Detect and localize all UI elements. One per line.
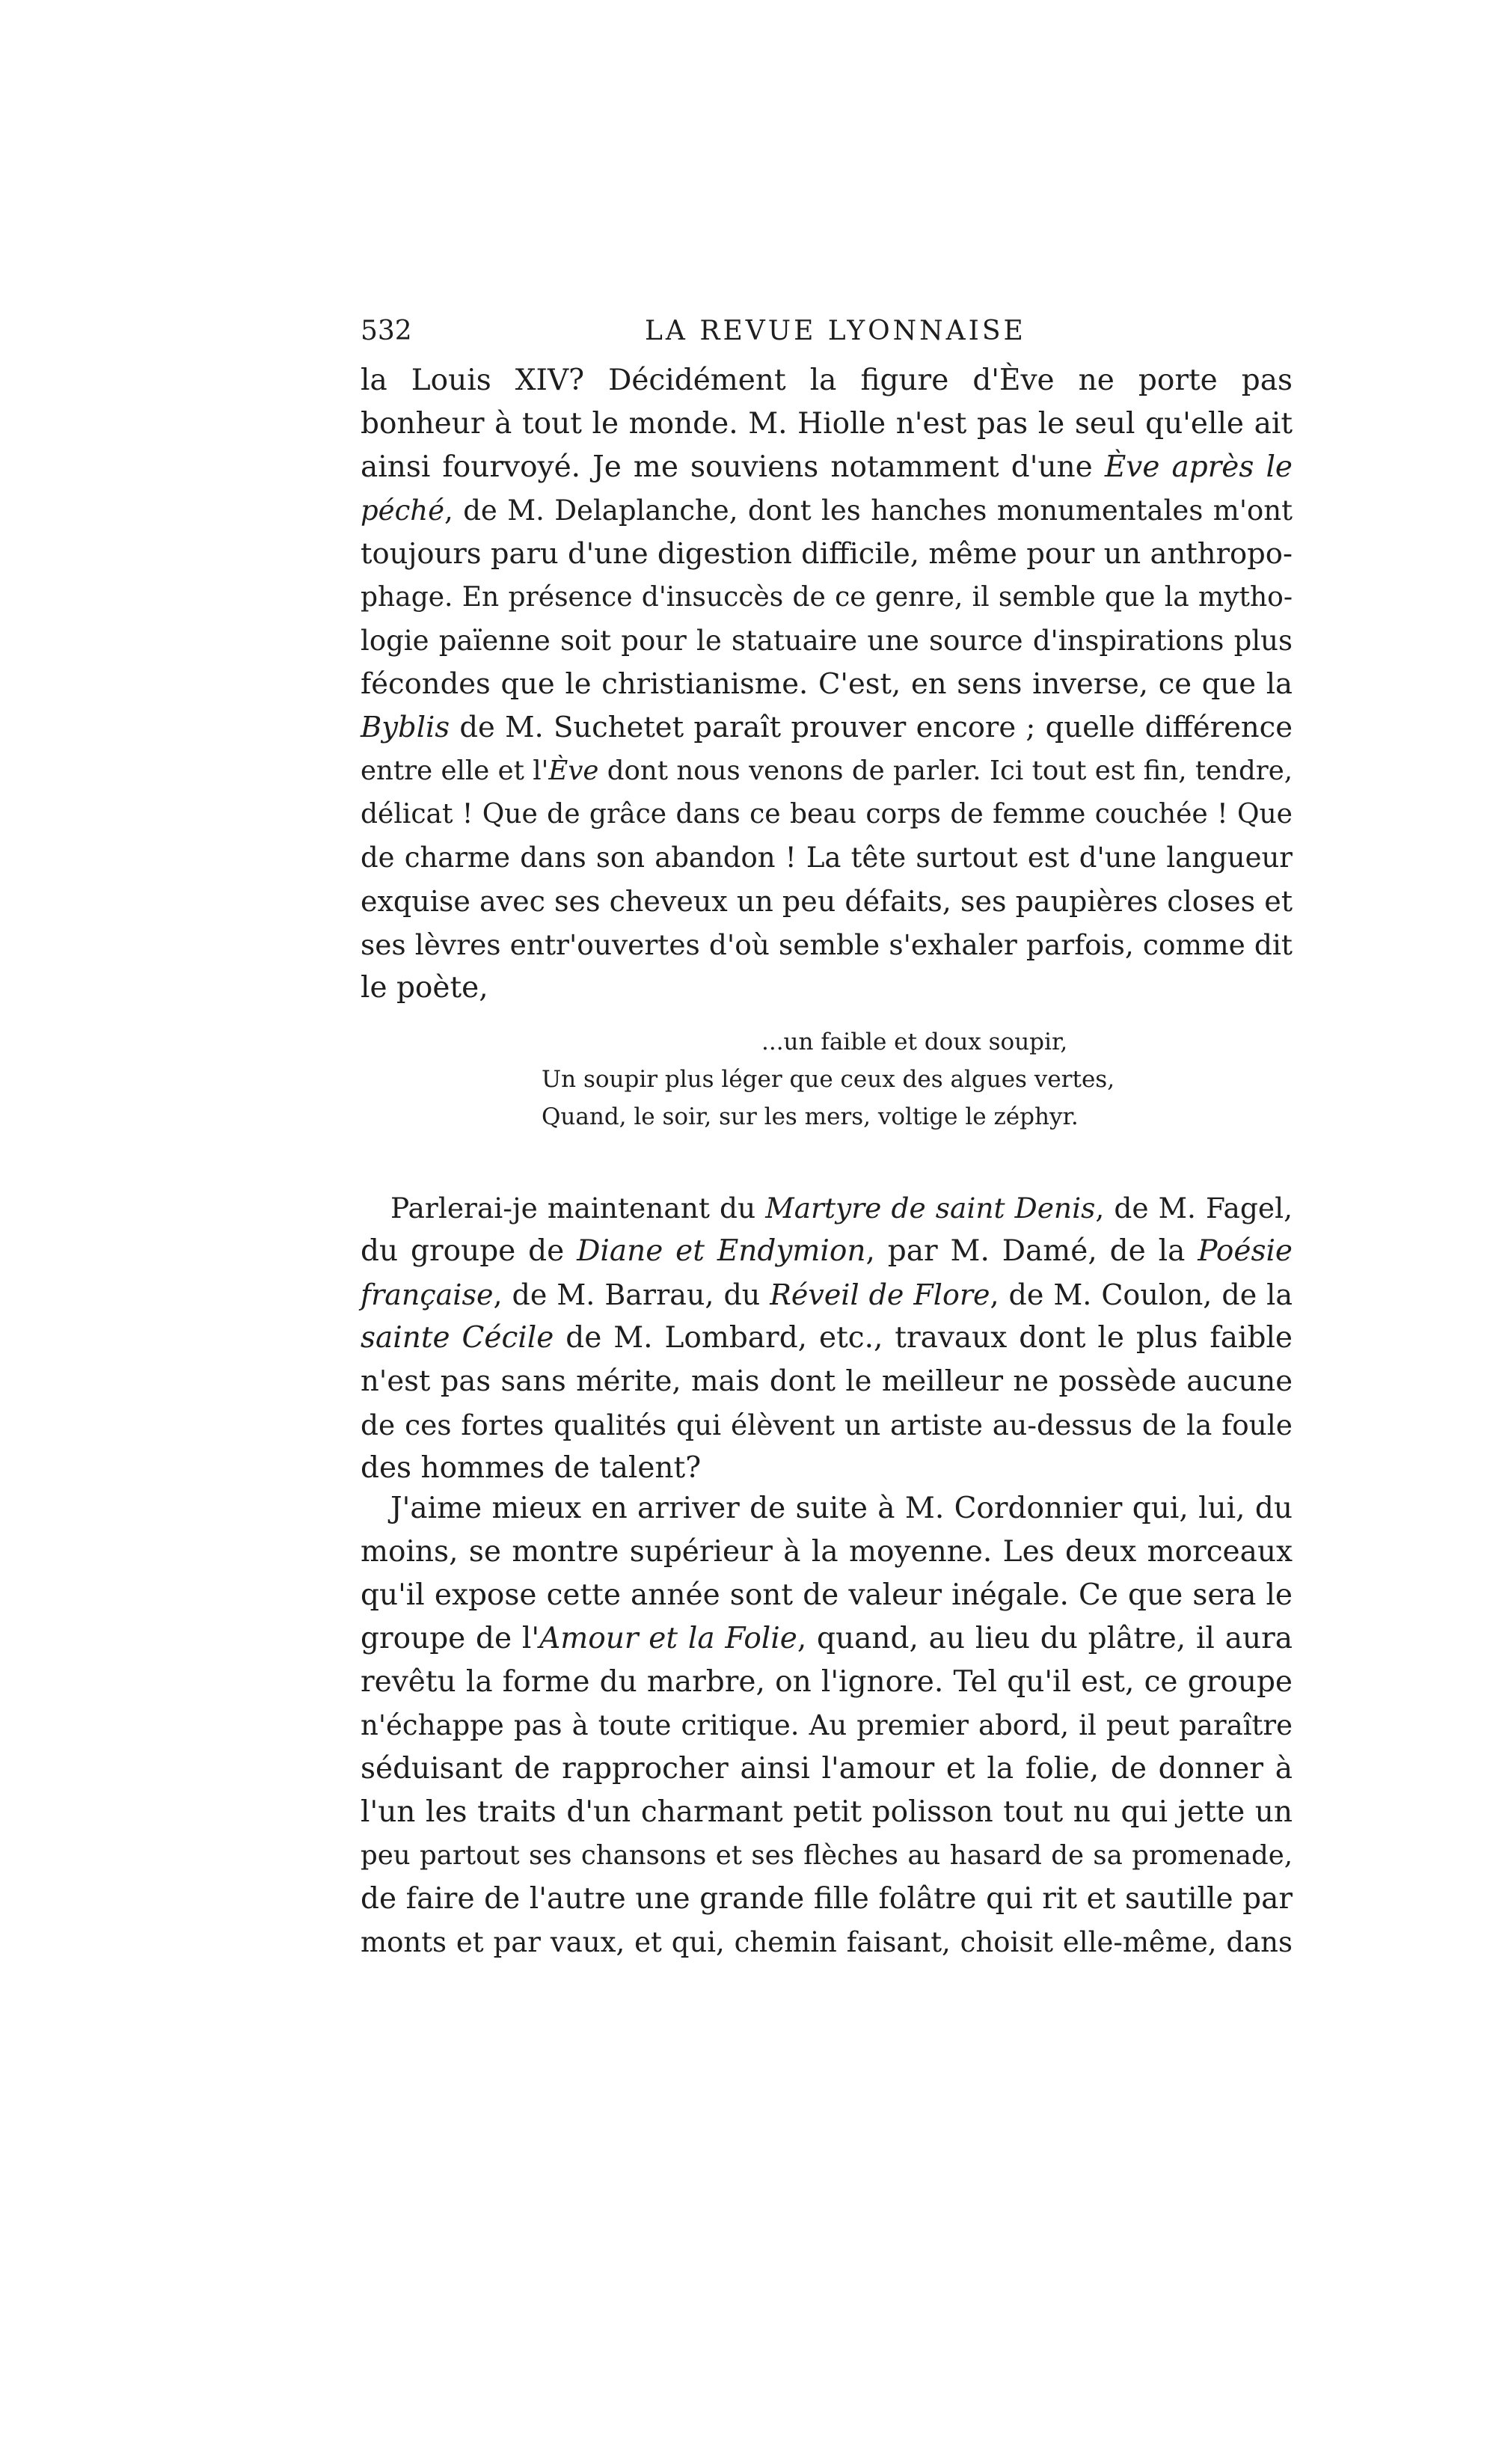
text-line: séduisant de rapprocher ainsi l'amour et la folie, de donner à bbox=[361, 1752, 1293, 1786]
italic-title: Martyre de saint Denis bbox=[765, 1192, 1096, 1225]
text-line bbox=[361, 1230, 1293, 1273]
italic-title: Réveil de Flore bbox=[770, 1278, 990, 1311]
text-line bbox=[361, 1186, 1293, 1230]
italic-title: Amour et la Folie bbox=[539, 1622, 797, 1655]
text-line: n'est pas sans mérite, mais dont le meilleur ne possède aucune bbox=[361, 1364, 1293, 1398]
text-line bbox=[361, 706, 1293, 750]
text-line: n'échappe pas à toute critique. Au premier abord, il peut paraître bbox=[361, 1709, 1293, 1741]
text-span: , de M. Delaplanche, dont les hanches monumentales m'ont bbox=[444, 494, 1293, 527]
text-line bbox=[361, 446, 1293, 489]
text-line: phage. En présence d'insuccès de ce genre, il semble que la mytho- bbox=[361, 582, 1293, 613]
text-span: dont nous venons de parler. Ici tout est fin, tendre, bbox=[598, 756, 1293, 786]
text-line: logie païenne soit pour le statuaire une source d'inspirations plus bbox=[361, 625, 1293, 657]
text-span: ainsi fourvoyé. Je me souviens notamment d'une bbox=[361, 450, 1105, 484]
text-line: J'aime mieux en arriver de suite à M. Cordonnier qui, lui, du bbox=[390, 1492, 1293, 1525]
verse-quote bbox=[542, 1023, 1215, 1136]
text-line: monts et par vaux, et qui, chemin faisant, choisit elle-même, dans bbox=[361, 1926, 1293, 1958]
italic-title: sainte Cécile bbox=[361, 1321, 554, 1355]
text-line: l'un les traits d'un charmant petit polisson tout nu qui jette un bbox=[361, 1795, 1293, 1829]
text-line bbox=[361, 750, 1293, 793]
text-line: bonheur à tout le monde. M. Hiolle n'est pas le seul qu'elle ait bbox=[361, 407, 1293, 441]
text-span: groupe de l' bbox=[361, 1622, 540, 1655]
text-span: , de M. Barrau, du bbox=[493, 1278, 770, 1311]
text-line: de ces fortes qualités qui élèvent un artiste au-dessus de la foule bbox=[361, 1409, 1293, 1441]
text-line: fécondes que le christianisme. C'est, en sens inverse, ce que la bbox=[361, 667, 1293, 701]
text-line: de charme dans son abandon ! La tête surtout est d'une langueur bbox=[361, 842, 1293, 874]
text-span: , de M. Coulon, de la bbox=[990, 1278, 1293, 1311]
text-line: ses lèvres entr'ouvertes d'où semble s'exhaler parfois, comme dit bbox=[361, 928, 1293, 961]
text-line: de faire de l'autre une grande fille folâtre qui rit et sautille par bbox=[361, 1882, 1293, 1916]
verse-line: Un soupir plus léger que ceux des algues vertes, bbox=[542, 1066, 1115, 1093]
text-line: exquise avec ses cheveux un peu défaits, ses paupières closes et bbox=[361, 885, 1293, 918]
text-line bbox=[361, 489, 1293, 533]
text-span: , quand, au lieu du plâtre, il aura bbox=[797, 1622, 1293, 1655]
text-line: qu'il expose cette année sont de valeur inégale. Ce que sera le bbox=[361, 1578, 1293, 1612]
italic-title: péché bbox=[361, 494, 445, 527]
italic-title: Ève après le bbox=[1104, 450, 1293, 484]
page-header bbox=[361, 313, 1293, 358]
italic-title: Byblis bbox=[361, 711, 450, 744]
text-line bbox=[361, 1317, 1293, 1360]
text-span: de M. Suchetet paraît prouver encore ; quelle différence bbox=[450, 711, 1293, 744]
paragraph-3 bbox=[361, 1487, 1293, 1964]
text-line: peu partout ses chansons et ses flèches au hasard de sa promenade, bbox=[361, 1840, 1293, 1871]
text-span: , de M. Fagel, bbox=[1095, 1192, 1293, 1225]
italic-title: Ève bbox=[548, 756, 599, 786]
italic-title: Diane et Endymion bbox=[577, 1234, 866, 1268]
paragraph-1 bbox=[361, 359, 1293, 1010]
text-span: de M. Lombard, etc., travaux dont le plus faible bbox=[554, 1321, 1293, 1355]
paragraph-2 bbox=[361, 1186, 1293, 1490]
text-line: des hommes de talent? bbox=[361, 1451, 702, 1485]
text-span: , par M. Damé, de la bbox=[865, 1234, 1198, 1268]
verse-line: Quand, le soir, sur les mers, voltige le zéphyr. bbox=[542, 1103, 1079, 1130]
text-span: entre elle et l' bbox=[361, 756, 549, 786]
text-line bbox=[361, 1273, 1293, 1317]
text-line bbox=[361, 1617, 1293, 1661]
text-line: revêtu la forme du marbre, on l'ignore. Tel qu'il est, ce groupe bbox=[361, 1665, 1293, 1699]
running-head: LA REVUE LYONNAISE bbox=[645, 316, 1026, 346]
italic-title: Poésie bbox=[1198, 1234, 1293, 1268]
text-line: le poète, bbox=[361, 971, 488, 1005]
text-line: toujours paru d'une digestion difficile, même pour un anthropo- bbox=[361, 537, 1293, 571]
text-line: la Louis XIV? Décidément la figure d'Ève ne porte pas bbox=[361, 364, 1293, 397]
text-span: du groupe de bbox=[361, 1234, 577, 1268]
text-span: Parlerai-je maintenant du bbox=[390, 1192, 766, 1225]
text-line: délicat ! Que de grâce dans ce beau corps de femme couchée ! Que bbox=[361, 799, 1293, 830]
page-number: 532 bbox=[361, 316, 412, 346]
text-line: moins, se montre supérieur à la moyenne. Les deux morceaux bbox=[361, 1535, 1293, 1569]
verse-line: ...un faible et doux soupir, bbox=[761, 1029, 1068, 1055]
italic-title: française bbox=[361, 1278, 494, 1311]
